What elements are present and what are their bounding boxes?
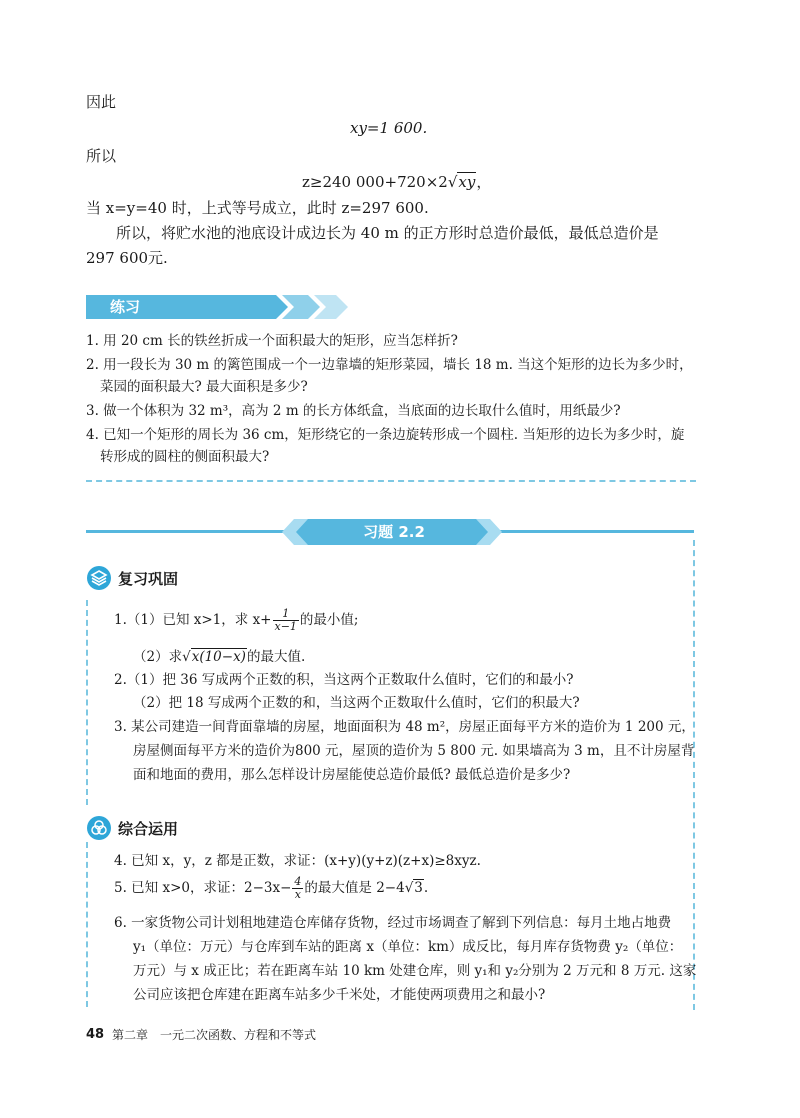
text-equal-condition: 当 x=y=40 时，上式等号成立，此时 z=297 600. <box>86 199 429 217</box>
q1b-suffix: 的最大值. <box>246 649 306 665</box>
q1a-fraction <box>273 608 299 633</box>
practice-item-3: 3. 做一个体积为 32 m³，高为 2 m 的长方体纸盒，当底面的边长取什么值时，用纸最少? <box>86 403 621 419</box>
q2b: （2）把 18 写成两个正数的和，当这两个正数取什么值时，它们的积最大? <box>133 695 580 711</box>
q1a-suffix: 的最小值; <box>299 612 359 628</box>
exercise-right-border <box>693 540 695 1010</box>
q5-fraction <box>292 876 303 901</box>
practice-divider <box>86 480 696 482</box>
triple-circle-icon <box>87 816 111 840</box>
q3-line3: 面和地面的费用，那么怎样设计房屋能使总造价最低? 最低总造价是多少? <box>133 767 571 783</box>
page-number: 48 <box>86 1027 105 1042</box>
q4: 4. 已知 x，y，z 都是正数，求证：(x+y)(y+z)(z+x)≥8xyz. <box>114 853 481 869</box>
practice-item-4: 4. 已知一个矩形的周长为 36 cm，矩形绕它的一条边旋转形成一个圆柱. 当矩形的边长为多少时，旋 <box>86 427 685 443</box>
q5-denominator: x <box>294 888 302 901</box>
inequality-z-suffix: ， <box>476 173 492 191</box>
q1b-sqrt: x(10−x) <box>191 649 246 665</box>
practice-item-1: 1. 用 20 cm 长的铁丝折成一个面积最大的矩形，应当怎样折? <box>86 333 458 349</box>
equation-xy: xy=1 600. <box>350 119 428 137</box>
q1a-numerator: 1 <box>273 608 299 621</box>
section-heading-application: 综合运用 <box>118 820 179 838</box>
text-so: 所以 <box>86 147 117 165</box>
q1a-denominator: x−1 <box>274 620 297 633</box>
inequality-z-prefix: z≥240 000+720×2 <box>302 173 448 191</box>
inequality-z <box>302 172 491 192</box>
practice-item-4-cont: 转形成的圆柱的侧面积最大? <box>100 449 270 465</box>
sqrt-symbol: √ <box>404 880 414 896</box>
q6-line3: 万元）与 x 成正比；若在距离车站 10 km 处建仓库，则 y₁和 y₂分别为 2 万元和 8 万元. 这家 <box>133 963 697 979</box>
q5-prefix: 5. 已知 x>0，求证：2−3x− <box>114 880 292 896</box>
q3-line2: 房屋侧面每平方米的造价为800 元，屋顶的造价为 5 800 元. 如果墙高为 3 m，且不计房屋背 <box>133 743 695 759</box>
practice-item-2: 2. 用一段长为 30 m 的篱笆围成一个一边靠墙的矩形菜园，墙长 18 m. 当这个矩形的边长为多少时， <box>86 357 693 373</box>
exercise-line-right <box>490 530 694 533</box>
q5-suffix: . <box>423 880 429 896</box>
q1b-prefix: （2）求 <box>133 649 183 665</box>
text-conclusion-2: 297 600元. <box>86 249 168 267</box>
q2a: 2.（1）把 36 写成两个正数的积，当这两个正数取什么值时，它们的和最小? <box>114 672 574 688</box>
q6-line1: 6. 一家货物公司计划租地建造仓库储存货物，经过市场调查了解到下列信息：每月土地占地费 <box>114 915 672 931</box>
sqrt-symbol: √ <box>182 649 191 665</box>
q6-line2: y₁（单位：万元）与仓库到车站的距离 x（单位：km）成反比，每月库存货物费 y₂（单位： <box>133 939 683 955</box>
q1a-prefix: 1.（1）已知 x>1，求 x+ <box>114 612 272 628</box>
q5-sqrt: 3 <box>414 880 423 896</box>
practice-title: 练习 <box>110 298 141 316</box>
section-heading-review: 复习巩固 <box>118 570 179 588</box>
q5-mid: 的最大值是 2−4 <box>304 880 405 896</box>
q6-line4: 公司应该把仓库建在距离车站多少千米处，才能使两项费用之和最小? <box>133 987 546 1003</box>
exercise-left-border-2 <box>86 842 88 1007</box>
q1a <box>114 608 358 633</box>
q5 <box>114 876 428 901</box>
q1b <box>133 648 305 666</box>
sqrt-symbol: √ <box>447 173 458 191</box>
text-therefore: 因此 <box>86 93 117 111</box>
chapter-title: 第二章 一元二次函数、方程和不等式 <box>112 1028 317 1042</box>
exercise-title: 习题 2.2 <box>363 523 425 541</box>
q3-line1: 3. 某公司建造一间背面靠墙的房屋，地面面积为 48 m²，房屋正面每平方米的造价为 1 200 元， <box>114 719 695 735</box>
q5-numerator: 4 <box>294 875 302 888</box>
inequality-z-sqrt: xy <box>458 173 476 191</box>
exercise-left-border-1 <box>86 600 88 805</box>
text-conclusion-1: 所以，将贮水池的池底设计成边长为 40 m 的正方形时总造价最低，最低总造价是 <box>116 224 659 242</box>
practice-item-2-cont: 菜园的面积最大? 最大面积是多少? <box>100 379 308 395</box>
layers-icon <box>87 566 111 590</box>
exercise-line-left <box>86 530 296 533</box>
